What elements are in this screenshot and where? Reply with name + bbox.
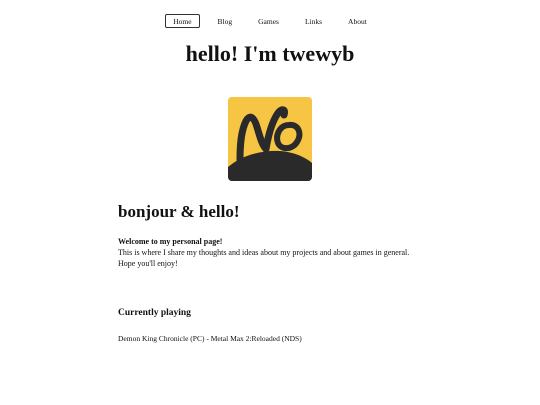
currently-playing-heading: Currently playing	[118, 308, 191, 318]
nav-blog-link[interactable]: Blog	[217, 17, 233, 26]
nav-home-link[interactable]: Home	[165, 14, 199, 28]
welcome-title: Welcome to my personal page!	[118, 237, 223, 246]
site-title: hello! I'm twewyb	[185, 41, 355, 66]
main-nav	[0, 14, 540, 28]
nav-links-link[interactable]: Links	[304, 17, 323, 26]
greeting-heading: bonjour & hello!	[118, 202, 240, 221]
welcome-text: This is where I share my thoughts and ideas about my projects and about games in general. Hope you'll enjoy!	[118, 248, 410, 268]
no-logo-icon	[228, 97, 312, 181]
nav-games-link[interactable]: Games	[258, 17, 279, 26]
nav-about-link[interactable]: About	[348, 17, 367, 26]
currently-playing-list: Demon King Chronicle (PC) - Metal Max 2:Reloaded (NDS)	[118, 334, 302, 343]
